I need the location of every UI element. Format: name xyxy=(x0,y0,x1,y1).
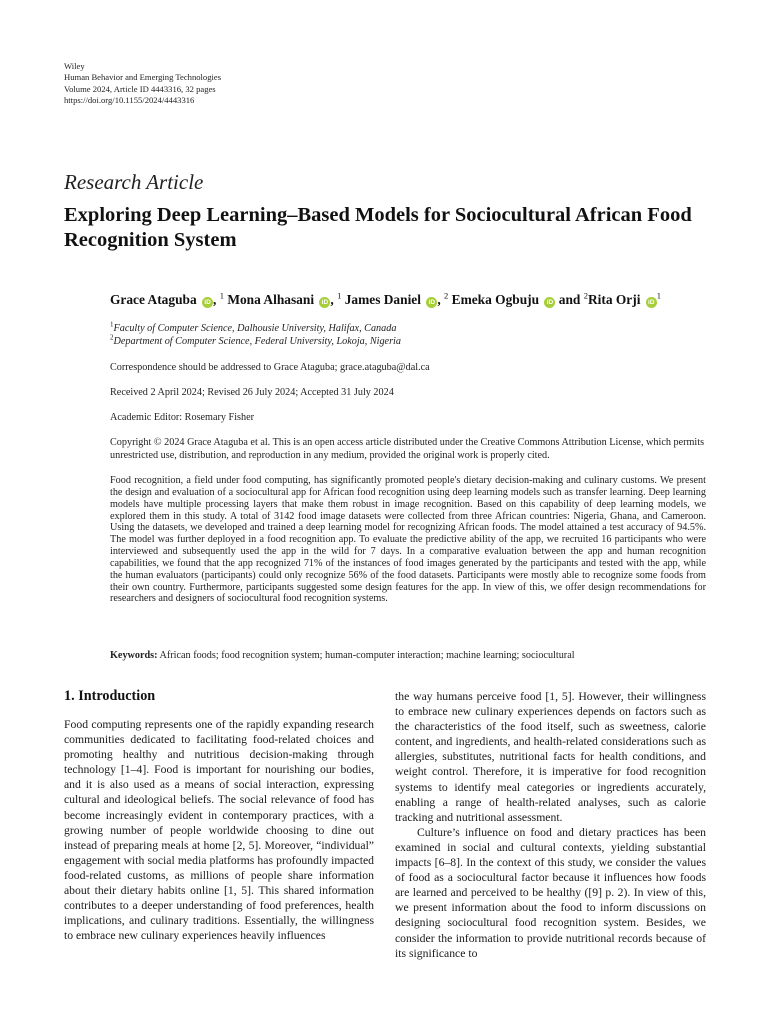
author-name: Mona Alhasani xyxy=(227,292,315,307)
article-dates: Received 2 April 2024; Revised 26 July 2024; Accepted 31 July 2024 xyxy=(110,387,394,398)
author-list xyxy=(110,292,661,308)
keywords-label: Keywords: xyxy=(110,650,158,661)
affiliation-line: $^2$Department of Computer Science, Federal University, Lokoja, Nigeria xyxy=(110,333,401,348)
affiliation-marker: 1 xyxy=(219,290,224,301)
affiliation-marker: 2 xyxy=(583,290,588,301)
article-type: Research Article xyxy=(64,170,204,194)
paragraph: Culture’s influence on food and dietary practices has been examined in social and cultural contexts, yielding substantial impacts [6–8]. In the context of this study, we consider the values of food as a sociocultural factor because it influences how foods are learned and perceived to be healthy ([9] p. 2). In view of this, we present information about the food to inform discussions on designing sociocultural food recognition system. Besides, we consider the information to provide nutritional records because of its significance to xyxy=(395,825,706,960)
affiliation-marker: 1 xyxy=(337,290,342,301)
correspondence: Correspondence should be addressed to Grace Ataguba; grace.ataguba@dal.ca xyxy=(110,362,430,373)
orcid-icon[interactable]: iD xyxy=(319,297,330,308)
volume-info: Volume 2024, Article ID 4443316, 32 pages xyxy=(64,83,216,94)
doi-link[interactable]: https://doi.org/10.1155/2024/4443316 xyxy=(64,94,195,105)
journal-name: Human Behavior and Emerging Technologies xyxy=(64,72,222,83)
copyright-notice: Copyright © 2024 Grace Ataguba et al. This is an open access article distributed under the Creative Commons Attribution License, which permits unrestricted use, distribution, and reproduction in any medium, provided the original work is properly cited. xyxy=(110,437,705,462)
author[interactable]: Mona Alhasani iD , $^1$ xyxy=(227,290,342,307)
section-heading: 1. Introduction xyxy=(64,688,156,704)
author-name: James Daniel xyxy=(344,292,421,307)
body-column-left xyxy=(64,717,374,943)
article-title: Exploring Deep Learning–Based Models for Sociocultural African Food Recognition System xyxy=(64,204,692,251)
orcid-icon[interactable]: iD xyxy=(646,297,657,308)
paragraph: the way humans perceive food [1, 5]. However, their willingness to embrace new culinary experiences depends on factors such as the characteristics of the food itself, such as sweetness, calorie content, and ingredients, and health-related considerations such as allergies, substitutes, nutritional facts for health conditions, and weight control. Therefore, it is imperative for food recognition systems to identify meal categories or ingredients accurately, enabling a range of health-related analyses, such as calorie tracking and nutritional assessment. xyxy=(395,690,706,824)
author[interactable]: Emeka Ogbuju iD and $^2$ xyxy=(451,290,588,307)
publisher-name: Wiley xyxy=(64,61,85,71)
author[interactable]: Grace Ataguba iD , $^1$ xyxy=(110,290,224,307)
keywords xyxy=(110,650,575,661)
author-name: Emeka Ogbuju xyxy=(451,292,540,307)
orcid-icon[interactable]: iD xyxy=(544,297,555,308)
orcid-icon[interactable]: iD xyxy=(202,297,213,308)
author[interactable] xyxy=(588,292,661,307)
paragraph: Food computing represents one of the rapidly expanding research communities dedicated to facilitating food-related choices and promoting healthy and nutritious decision-making through technology [1–4]. Food is important for nourishing our bodies, and it is also used as a means of social interaction, expressing cultural and ideological beliefs. The social relevance of food has become increasingly evident in contemporary practices, with a growing number of people worldwide choosing to dine out instead of preparing meals at home [2, 5]. Moreover, “individual” engagement with social media platforms has profoundly impacted food-related customs, as millions of people share information about their dietary habits online [1, 5]. This shared information contributes to a deeper understanding of food preferences, health implications, and culinary traditions. Essentially, the willingness to embrace new culinary experiences heavily influences xyxy=(64,718,374,943)
affiliations xyxy=(110,322,401,349)
academic-editor: Academic Editor: Rosemary Fisher xyxy=(110,412,255,423)
affiliation-line: $^1$Faculty of Computer Science, Dalhousie University, Halifax, Canada xyxy=(110,320,397,334)
orcid-icon[interactable]: iD xyxy=(426,297,437,308)
author[interactable]: James Daniel iD , $^2$ xyxy=(344,290,449,307)
author-name: Grace Ataguba xyxy=(110,292,197,307)
author-name: Rita Orji xyxy=(587,292,641,307)
affiliation-marker: 1 xyxy=(656,290,662,301)
keywords-text: African foods; food recognition system; human-computer interaction; machine learning; sociocultural xyxy=(159,650,575,661)
abstract: Food recognition, a field under food computing, has significantly promoted people's dietary decision-making and culinary customs. We present the design and evaluation of a sociocultural app for African food recognition using deep learning models such as transfer learning. Deep learning models have multiple processing layers that make them robust in image recognition. Based on this capability of deep learning models, we explored them in this study. A total of 3142 food image datasets were collected from three African countries: Nigeria, Ghana, and Cameroon. Using the datasets, we developed and trained a deep learning model for recognizing African foods. The model attained a test accuracy of 94.5%. The model was further deployed in a food recognition app. To evaluate the predictive ability of the app, we recruited 16 participants who were interviewed and subsequently used the app in the wild for 7 days. In a comparative evaluation between the app and human recognition capabilities, we found that the app recognized 71% of the instances of food images generated by the participants and tested with the app, while the human evaluators (participants) could only recognize 56% of the food datasets. Participants were mostly able to recognize some foods from their own country. Furthermore, participants suggested some design features for the app. In view of this, we offer design recommendations for researchers and designers of sociocultural food recognition systems. xyxy=(110,475,706,605)
publication-info xyxy=(64,61,221,106)
body-column-right xyxy=(395,689,706,961)
affiliation-marker: 2 xyxy=(444,290,449,301)
